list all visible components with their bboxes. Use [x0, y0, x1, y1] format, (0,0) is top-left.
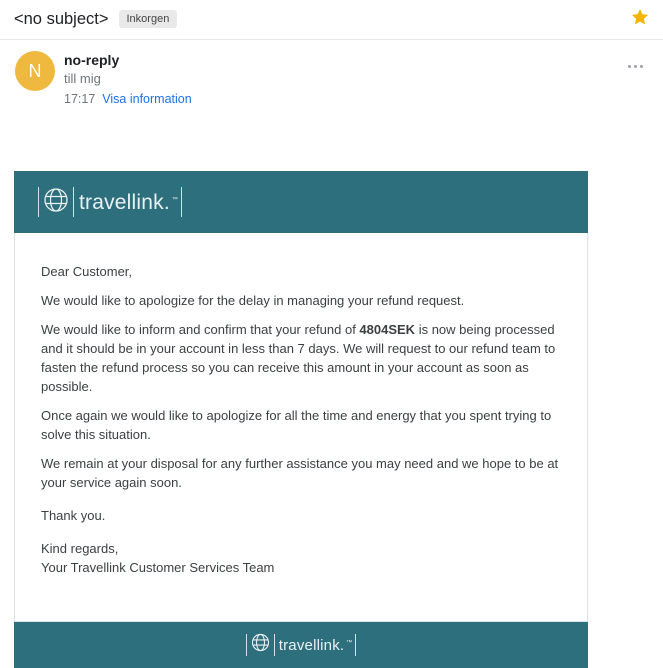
more-options-button[interactable] — [624, 61, 647, 72]
more-options-icon — [628, 65, 643, 68]
star-icon — [630, 7, 650, 32]
paragraph-disposal: We remain at your disposal for any further assistance you may need and we hope to be at your service again soon. — [41, 456, 559, 490]
inbox-label-badge[interactable]: Inkorgen — [119, 10, 178, 28]
globe-icon — [43, 187, 69, 218]
travellink-logo — [38, 187, 182, 218]
message-meta — [64, 92, 192, 106]
recipient-label: till mig — [64, 71, 101, 86]
refund-amount: 4804SEK — [359, 322, 416, 337]
email-footer-banner — [14, 622, 588, 668]
paragraph-refund: We would like to inform and confirm that your refund of 4804SEK is now being processed and it should be in your account in less than 7 days. We will request to our refund team to fasten the refund process so you can receive this amount in your account as soon as possible. — [41, 322, 556, 394]
paragraph-apology: We would like to apologize for the delay in managing your refund request. — [41, 293, 465, 308]
show-details-link[interactable]: Visa information — [102, 92, 192, 106]
signoff: Kind regards, Your Travellink Customer Services Team — [41, 541, 275, 575]
greeting: Dear Customer, — [41, 264, 133, 279]
globe-icon — [251, 633, 270, 657]
timestamp: 17:17 — [64, 92, 96, 106]
paragraph-once-again: Once again we would like to apologize for all the time and energy that you spent trying to solve this situation. — [41, 408, 552, 442]
paragraph-thanks: Thank you. — [41, 508, 106, 523]
subject-row — [0, 0, 663, 39]
star-button[interactable] — [629, 8, 651, 30]
trademark-symbol: ™ — [171, 197, 178, 203]
email-header-banner — [14, 171, 588, 233]
logo-wordmark: travellink. — [278, 636, 345, 654]
trademark-symbol: ™ — [346, 640, 353, 646]
email-body — [14, 233, 588, 622]
logo-wordmark: travellink. — [79, 190, 170, 214]
avatar: N — [15, 51, 55, 91]
page-title: <no subject> — [14, 9, 109, 28]
sender-info — [64, 51, 192, 106]
email-card — [14, 171, 588, 668]
travellink-footer-logo — [246, 633, 357, 657]
sender-row — [0, 40, 663, 106]
sender-name: no-reply — [64, 52, 120, 68]
